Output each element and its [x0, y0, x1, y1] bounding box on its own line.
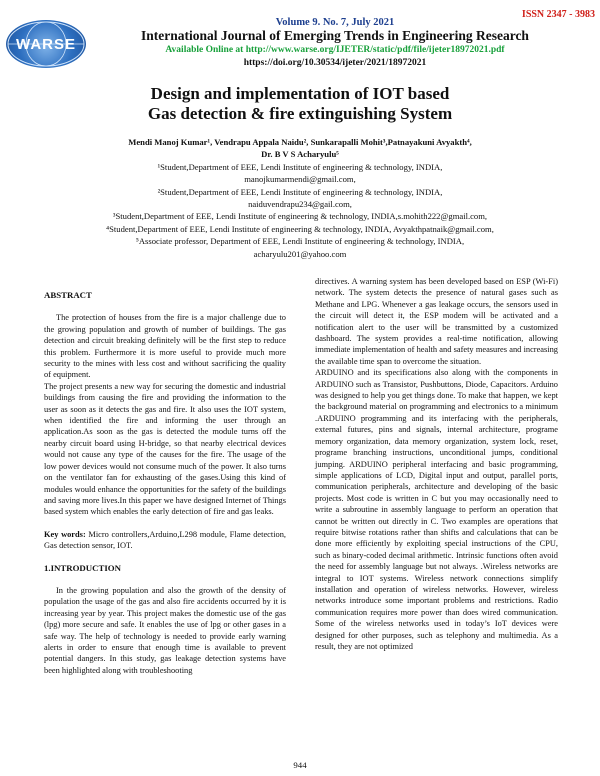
- right-paragraph-2: ARDUINO and its specifications also along with the components in ARDUINO such as Transistor, Pushbuttons, Diode, Capacitors. Arduino was designed to help you get things done. To make that happen, we kept the background material on programming and electronics to a minimum .ARDUINO programming and its interfacing with the peripherals, external futures, pins and signals, internal architecture, programe memory organization, data memory organization, system lock, reset, programe branching instructions, unconditional jumps, conditional jumping. ARDUINO peripheral interfacing and basic programming, simple applications of LCD, Digital input and output, parallel ports, communication peripherals, architecture and developing of the basic projects. Most code is written in C but you may occasionally need to write a subroutine in assembly language to perform an operation that cannot be written out directly in C. Two examples are operations that require bitwise rotations rather than shifts and calculations that can be done more efficiently by exploiting special instructions of the CPU, such as binary-coded decimal arithmetic. Intrinsic functions often avoid the need for assembly language but not always. .Wireless networks are integral to IOT systems. Wireless network connections simplify installation and operation of wireless networks. However, wireless networks introduce some important problems and restrictions. Radio communication requires more power than does wired communication. Some of the wireless networks used in today’s IoT devices were designed for other purposes, such as telephony and multimedia. As a result, they are not optimized: [315, 368, 558, 651]
- available-online-link[interactable]: Available Online at http://www.warse.org/IJETER/static/pdf/file/ijeter18972021.pdf: [165, 45, 505, 55]
- affiliation-1-email: manojkumarmendi@gmail.com,: [244, 174, 356, 185]
- abstract-paragraph-1: The protection of houses from the fire is a major challenge due to the growing population and growth of number of buildings. The gas detection and circuit breaking definitely will be the first step to reduce this problem. Furthermore it is more useful to provide much more security to the mines with less cost and without sacrificing the quality of equipment.: [44, 313, 286, 380]
- warse-logo: [6, 20, 86, 68]
- affiliation-2-email: naiduvendrapu234@gail.com,: [248, 199, 352, 210]
- affiliation-3: ³Student,Department of EEE, Lendi Institute of engineering & technology, INDIA,s.mohith222@gmail.com,: [112, 211, 488, 222]
- affiliation-2: ²Student,Department of EEE, Lendi Institute of engineering & technology, INDIA,: [157, 186, 443, 197]
- abstract-heading: ABSTRACT: [44, 290, 92, 300]
- author-names: Mendi Manoj Kumar¹, Vendrapu Appala Naidu², Sunkarapalli Mohit³,Patnayakuni Avyakth⁴,: [128, 137, 472, 147]
- affiliation-4: ⁴Student,Department of EEE, Lendi Institute of engineering & technology, INDIA, Avyakthpatnaik@gmail.com,: [106, 223, 494, 234]
- journal-name: International Journal of Emerging Trends in Engineering Research: [141, 28, 529, 43]
- logo-text: WARSE: [15, 35, 76, 53]
- title-line-1: Design and implementation of IOT based: [150, 84, 450, 103]
- author-names-2: Dr. B V S Acharyulu⁵: [261, 149, 339, 160]
- keywords: [44, 529, 286, 552]
- right-column: [315, 276, 558, 652]
- title-line-2: Gas detection & fire extinguishing System: [147, 104, 453, 123]
- abstract-paragraph-2: The project presents a new way for securing the domestic and industrial buildings from causing the fire and providing the information to the user as soon as it detects the gas and fire. It also uses the IOT system, when identified the fire and informing the user through an application.As soon as the gas is detected the module turns off the nearby circuit board using H-bridge, so that nearby electrical devices would not cause any type of the causes for the fire. The usage of the low power devices would not consume much of the power. It also turns on the ventilator fan for exhausting of the gases.Using this kind of modules would enhance the opportunities for the safety of the buildings and saving more lives.In this paper we have designed Internet of Things based system which enables the early detection of fire and gas leaks.: [44, 381, 286, 517]
- affiliation-1: ¹Student,Department of EEE, Lendi Institute of engineering & technology, INDIA,: [157, 161, 443, 172]
- right-paragraph-1: directives. A warning system has been developed based on ESP (Wi-Fi) network. The system detects the presence of natural gases such as Methane and LPG. Whenever a gas leakage occurs, the sensors used in the circuit will detect it, the ESP modem will be activated and a notification alert to the user will be transmitted by a customized dashboard. The system provides a real-time notification, allowing immediate implementation of health and safety measures and increasing the available time span to overcome the situation.: [315, 277, 558, 366]
- journal-volume: Volume 9. No. 7, July 2021: [275, 17, 395, 28]
- left-column: [44, 290, 286, 676]
- paper-title: [60, 84, 540, 124]
- issn: ISSN 2347 - 3983: [521, 9, 595, 20]
- affiliation-5-email: acharyulu201@yahoo.com: [253, 248, 347, 259]
- introduction-paragraph-1: In the growing population and also the growth of the density of population the usage of the gas and also fire accidents occurred by it is increasing year by year. This project makes the domestic use of the gas (lpg) more secure and safe. It enables the use of lpg or other gases in a safe way. The help of technology is needed to provide early warning alerts in order to ensure that enough time is available to prevent potential dangers. In this study, gas leakage detection systems have been highlighted along with troubleshooting: [44, 585, 286, 675]
- keywords-text: Micro controllers,Arduino,L298 module, Flame detection, Gas detection sensor, IOT.: [44, 529, 287, 551]
- author-block: [40, 136, 560, 260]
- affiliation-5: ⁵Associate professor, Department of EEE, Lendi Institute of engineering & technology, INDIA,: [135, 236, 465, 247]
- doi-link[interactable]: https://doi.org/10.30534/ijeter/2021/18972021: [243, 58, 427, 68]
- introduction-heading: 1.INTRODUCTION: [44, 562, 121, 573]
- keywords-label: Key words:: [44, 529, 86, 539]
- page-number: 944: [293, 760, 307, 770]
